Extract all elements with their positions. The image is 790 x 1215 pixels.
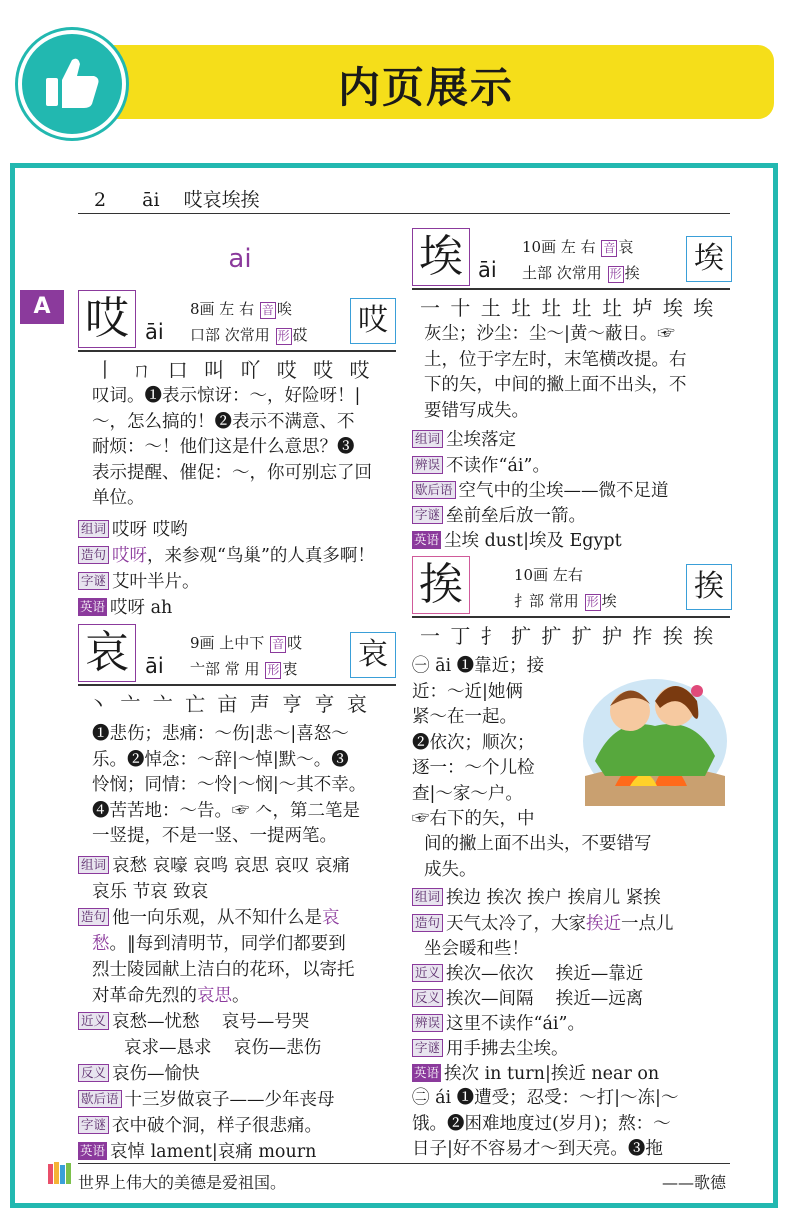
page-header <box>78 185 730 214</box>
zimi-row: 字谜 用手拂去尘埃。 <box>412 1035 569 1060</box>
entry-small-char: 哎 <box>350 298 396 344</box>
entry-pinyin: āi <box>478 258 497 282</box>
sense-1-tail: 间的撇上面不出头，不要错写 成失。 <box>424 834 652 880</box>
entry-char: 挨 <box>412 556 470 614</box>
zimi-row: 字谜 艾叶半片。 <box>78 568 200 593</box>
bianwu-row: 辨误 不读作“ái”。 <box>412 452 550 477</box>
fanyi-row: 反义 挨次—间隔 挨近—远离 <box>412 985 643 1010</box>
entry-meta-1: 10画 左 右 音 哀 <box>522 238 634 256</box>
xiehouyu-row: 歇后语 十三岁做哀子——少年丧母 <box>78 1086 335 1111</box>
zaoju-row-2: 愁。‖每到清明节，同学们都要到 <box>92 934 346 954</box>
zaoju-row: 造句 哎呀，来参观“鸟巢”的人真多啊！ <box>78 542 375 567</box>
entry-small-char: 埃 <box>686 236 732 282</box>
entry-small-char: 哀 <box>350 632 396 678</box>
fanyi-row: 反义 哀伤—愉快 <box>78 1060 200 1085</box>
entry-char: 哀 <box>78 624 136 682</box>
zimi-row: 字谜 垒前垒后放一箭。 <box>412 502 586 527</box>
zaoju-row-2: 坐会暖和些！ <box>424 939 529 959</box>
children-illustration <box>575 656 735 806</box>
english-row: 英语 挨次 in turn|挨近 near on <box>414 1064 660 1084</box>
zimi-row: 字谜 衣中破个洞，样子很悲痛。 <box>78 1112 322 1137</box>
entry-meta-2: 口部 次常用 形 砹 <box>190 326 308 344</box>
zaoju-row: 造句 他一向乐观，从不知什么是哀 <box>78 904 340 929</box>
english-row: 英语 哎呀 ah <box>80 598 173 618</box>
entry-pinyin: āi <box>145 654 164 678</box>
divider <box>412 616 730 618</box>
zaoju-row-3: 烈士陵园献上洁白的花环，以寄托 <box>92 960 355 980</box>
entry-meta-1: 10画 左右 <box>514 566 583 584</box>
zuci-row: 组词 尘埃落定 <box>412 426 516 451</box>
entry-small-char: 挨 <box>686 564 732 610</box>
english-row: 英语 尘埃 dust|埃及 Egypt <box>414 531 622 551</box>
page-chars: 哎哀埃挨 <box>183 189 260 211</box>
banner <box>78 45 774 119</box>
banner-title: 内页展示 <box>337 63 514 112</box>
jinyi-row: 近义 哀愁—忧愁 哀号—号哭 <box>78 1008 309 1033</box>
stroke-order: 一 丁 扌 扩 扩 扩 护 拃 挨 挨 <box>420 624 716 648</box>
page-pinyin: āi <box>142 189 160 211</box>
entry-meta-1: 8画 左 右 音 唉 <box>190 300 292 318</box>
footer <box>78 1163 730 1196</box>
entry-pinyin: āi <box>145 320 164 344</box>
entry-meta-1: 9画 上中下 音 哎 <box>190 634 303 652</box>
sense-1: ㊀ āi ❶靠近；接 近：～近|她俩 紧～在一起。 ❷依次；顺次； 逐一：～个儿检 查|～家～户。 ☞右下的矢，中 <box>412 656 545 829</box>
bianwu-row: 辨误 这里不读作“ái”。 <box>412 1010 585 1035</box>
thumbs-up-icon <box>42 52 102 112</box>
page-number: 2 <box>94 189 107 211</box>
zuci-row: 组词 挨边 挨次 挨户 挨肩儿 紧挨 <box>412 884 661 909</box>
zuci-row: 组词 哀愁 哀嚎 哀鸣 哀思 哀叹 哀痛 <box>78 852 350 877</box>
books-icon <box>48 1160 76 1184</box>
entry-char: 埃 <box>412 228 470 286</box>
stroke-order: 丶 亠 亠 亡 亩 声 亨 亨 哀 <box>88 692 370 716</box>
zaoju-row-4: 对革命先烈的哀思。 <box>92 986 250 1006</box>
stroke-order: 一 十 土 圵 圵 圵 圵 垆 埃 埃 <box>420 296 716 320</box>
sense-2: ㊁ ái ❶遭受；忍受：～打|～冻|～ 饿。❷困难地度过(岁月)；熬：～ 日子|好不容易才～到天亮。❸拖 <box>412 1088 679 1159</box>
divider <box>412 288 730 290</box>
entry-meta-2: 土部 次常用 形 挨 <box>522 264 640 282</box>
entry-meta-2: 扌部 常用 形 埃 <box>514 592 617 610</box>
zaoju-row: 造句 天气太冷了，大家挨近一点儿 <box>412 910 674 935</box>
definition: 灰尘；沙尘：尘～|黄～蔽日。☞ 土，位于字左时，末笔横改提。右 下的矢，中间的撇上面不出头，不 要错写成失。 <box>424 324 687 421</box>
xiehouyu-row: 歇后语 空气中的尘埃——微不足道 <box>412 477 669 502</box>
section-pinyin: ai <box>228 244 252 274</box>
jinyi-row: 近义 挨次—依次 挨近—靠近 <box>412 960 643 985</box>
divider <box>78 350 396 352</box>
zuci-row: 组词 哎呀 哎哟 <box>78 516 188 541</box>
zuci-row-2: 哀乐 节哀 致哀 <box>92 882 209 902</box>
entry-meta-2: 亠部 常 用 形 衷 <box>190 660 298 678</box>
english-row: 英语 哀悼 lament|哀痛 mourn <box>80 1142 317 1162</box>
divider <box>78 684 396 686</box>
letter-tab[interactable]: A <box>20 290 64 324</box>
thumbs-up-badge <box>18 30 126 138</box>
footer-author: ——歌德 <box>661 1173 726 1192</box>
entry-char: 哎 <box>78 290 136 348</box>
definition: ❶悲伤；悲痛：～伤|悲～|喜怒～ 乐。❷悼念：～辞|～悼|默～。❸ 怜悯；同情：～怜|～悯|～其不幸。 ❹苦苦地：～告。☞ 𠆢，第二笔是 一竖提，不是一竖、一提两笔。 <box>92 724 367 846</box>
definition: 叹词。❶表示惊讶：～，好险呀！| ～，怎么搞的！❷表示不满意、不 耐烦：～！他们这是什么意思？❸ 表示提醒、催促：～，你可别忘了回 单位。 <box>92 386 372 508</box>
footer-quote: 世界上伟大的美德是爱祖国。 <box>78 1173 287 1192</box>
stroke-order: 丨 ㄇ 口 叫 吖 哎 哎 哎 <box>95 358 375 382</box>
jinyi-row-2: 哀求—恳求 哀伤—悲伤 <box>124 1038 322 1058</box>
